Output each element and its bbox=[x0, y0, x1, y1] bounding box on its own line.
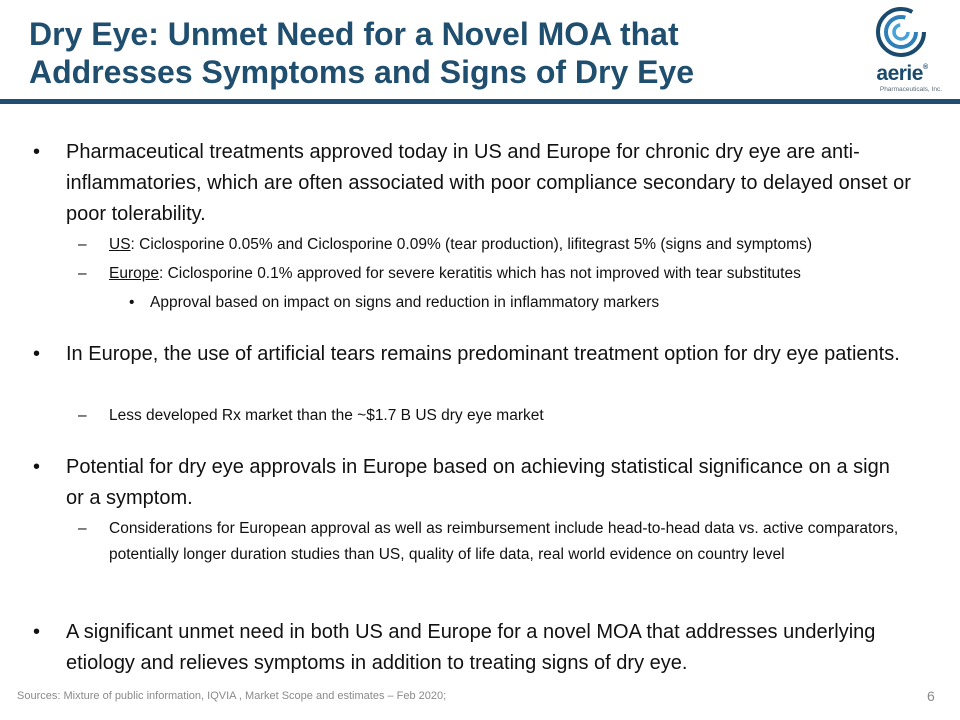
bullet-marker: • bbox=[33, 343, 41, 365]
sub-bullet-europe-text bbox=[109, 261, 908, 287]
sub-bullet-us-rest: : Ciclosporine 0.05% and Ciclosporine 0.09% (tear production), lifitegrast 5% (signs and symptoms) bbox=[130, 236, 813, 253]
sub-bullet-europe-lead: Europe bbox=[109, 265, 159, 282]
sub-bullet-rx-market-text: Less developed Rx market than the ~$1.7 B US dry eye market bbox=[109, 407, 544, 424]
sub-bullet-rx-market bbox=[78, 403, 908, 429]
logo-subtitle: Pharmaceuticals, Inc. bbox=[879, 86, 942, 93]
title-line-1: Dry Eye: Unmet Need for a Novel MOA that bbox=[29, 16, 679, 52]
sub-bullet-europe bbox=[78, 261, 908, 287]
sub-bullet-europe-rest: : Ciclosporine 0.1% approved for severe keratitis which has not improved with tear substitutes bbox=[158, 265, 801, 282]
registered-mark: ® bbox=[922, 64, 928, 71]
dash-marker: – bbox=[78, 520, 87, 537]
logo-wordmark bbox=[860, 62, 944, 86]
page-number: 6 bbox=[927, 688, 935, 704]
bullet-marker: • bbox=[33, 621, 41, 643]
title-divider bbox=[0, 99, 960, 104]
sub-sub-bullet-approval bbox=[129, 290, 889, 316]
aerie-logo bbox=[858, 6, 944, 96]
slide-title bbox=[29, 15, 849, 91]
sub-sub-bullet-approval-text: Approval based on impact on signs and reduction in inflammatory markers bbox=[150, 294, 660, 311]
sources-footnote: Sources: Mixture of public information, IQVIA , Market Scope and estimates – Feb 2020; bbox=[17, 690, 447, 702]
bullet-1-text: Pharmaceutical treatments approved today in US and Europe for chronic dry eye are anti-inflammatories, which are often associated with poor compliance secondary to delayed onset or poor tolerability. bbox=[66, 141, 911, 225]
bullet-2-text: In Europe, the use of artificial tears remains predominant treatment option for dry eye patients. bbox=[66, 343, 900, 365]
sub-bullet-us-lead: US bbox=[109, 236, 131, 253]
sub-bullet-considerations-text: Considerations for European approval as well as reimbursement include head-to-head data vs. active comparators, potentially longer duration studies than US, quality of life data, real world evidence on country level bbox=[109, 520, 899, 563]
small-bullet-marker: • bbox=[129, 294, 135, 311]
bullet-marker: • bbox=[33, 141, 41, 163]
logo-wordmark-text: aerie bbox=[876, 62, 923, 85]
bullet-marker: • bbox=[33, 456, 41, 478]
sub-bullet-us bbox=[78, 232, 908, 258]
sub-bullet-considerations bbox=[78, 516, 908, 568]
dash-marker: – bbox=[78, 265, 87, 282]
dash-marker: – bbox=[78, 407, 87, 424]
bullet-3-text: Potential for dry eye approvals in Europe based on achieving statistical significance on a sign or a symptom. bbox=[66, 456, 890, 509]
bullet-4 bbox=[33, 617, 913, 679]
sub-bullet-us-text bbox=[109, 232, 908, 258]
dash-marker: – bbox=[78, 236, 87, 253]
bullet-2 bbox=[33, 339, 913, 370]
bullet-4-text: A significant unmet need in both US and Europe for a novel MOA that addresses underlying etiology and relieves symptoms in addition to treating signs of dry eye. bbox=[66, 621, 876, 674]
swirl-eye-logo-icon bbox=[875, 6, 927, 58]
bullet-1 bbox=[33, 137, 913, 230]
title-line-2: Addresses Symptoms and Signs of Dry Eye bbox=[29, 54, 695, 90]
bullet-3 bbox=[33, 452, 913, 514]
